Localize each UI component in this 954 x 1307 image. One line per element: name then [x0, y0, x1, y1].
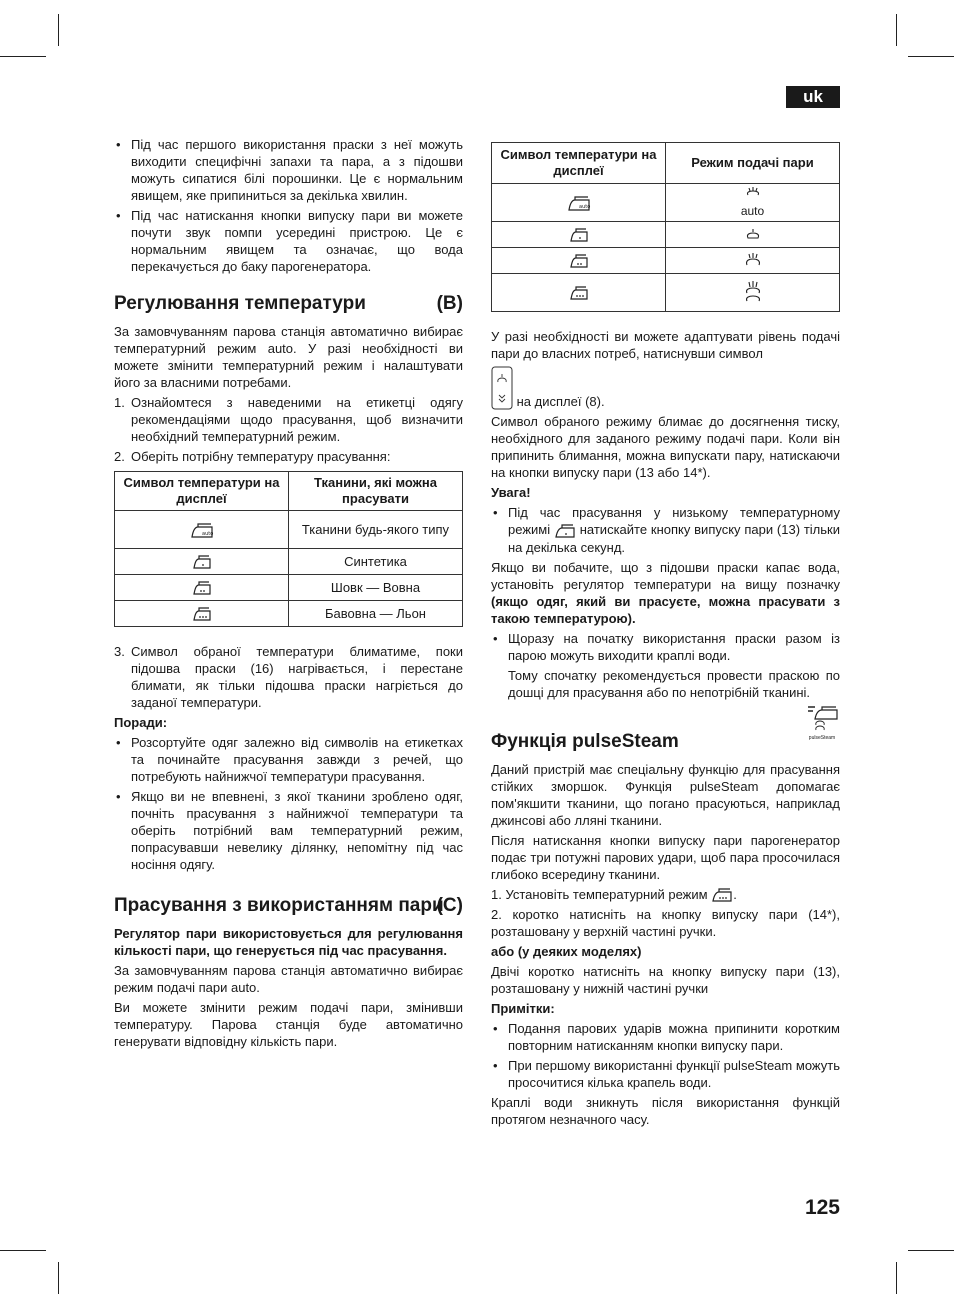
steam-medium-icon: [666, 248, 840, 274]
list-item: • Якщо ви не впевнені, з якої тканини зроблено одяг, почніть прасування з найнижчої температури та оберіть потрібний вам температурний режим, попрасувавши невелику ділянку, непомітну під час носіння одягу.: [114, 788, 463, 873]
iron-two-dot-icon: [115, 575, 289, 601]
crop-mark: [896, 1262, 897, 1294]
tips-label: Поради:: [114, 715, 168, 730]
list-item: • Щоразу на початку використання праски разом із парою можуть виходити краплі води.: [491, 630, 840, 664]
crop-mark: [0, 56, 46, 57]
iron-three-dot-icon: [115, 601, 289, 627]
iron-one-dot-icon: [492, 222, 666, 248]
paragraph: Тому спочатку рекомендується провести праскою по дошці для прасування або по непотрібній тканині.: [508, 667, 840, 700]
left-column: [114, 136, 463, 1053]
iron-auto-icon: [492, 184, 666, 222]
paragraph: Символ обраного режиму блимає до досягнення тиску, необхідного для заданого режиму подачі пари. Коли він припинить блимання, можна випускати пару, натискаючи на кнопки випуску пари (13 або 14*).: [491, 414, 840, 480]
list-item: • При першому використанні функції pulseSteam можуть просочитися кілька крапель води.: [491, 1057, 840, 1091]
warning-label: Увага!: [491, 485, 531, 500]
section-heading-steam: Прасування з використанням пари (C): [114, 895, 463, 916]
section-heading-pulsesteam: Функція pulseSteam pulseSteam: [491, 731, 840, 753]
table-cell: Синтетика: [289, 549, 463, 575]
auto-label: auto: [740, 203, 765, 218]
section-tag: (B): [436, 293, 463, 314]
iron-one-dot-icon: [554, 522, 576, 537]
crop-mark: [908, 56, 954, 57]
or-label: або (у деяких моделях): [491, 944, 642, 960]
pulsesteam-icon: pulseSteam: [804, 705, 840, 741]
steam-table: [491, 142, 840, 312]
step-item: 2. Оберіть потрібну температуру прасування:: [114, 449, 391, 464]
table-header: Тканини, які можна прасувати: [289, 472, 463, 511]
crop-mark: [0, 1250, 46, 1251]
table-cell: Шовк — Вовна: [289, 575, 463, 601]
iron-one-dot-icon: [115, 549, 289, 575]
table-header: Символ температури на дисплеї: [115, 472, 289, 511]
language-tag: uk: [786, 86, 840, 108]
section-heading-temperature: Регулювання температури (B): [114, 293, 463, 314]
paragraph: Двічі коротко натисніть на кнопку випуску пари (13), розташовану у нижній частині ручки: [491, 964, 840, 997]
temperature-table: [114, 471, 463, 627]
paragraph: За замовчуванням парова станція автоматично вибирає температурний режим auto. У разі необхідності ви можете змінити температурний режим і налаштувати його за власними потребами.: [114, 324, 463, 390]
table-cell: Бавовна — Льон: [289, 601, 463, 627]
list-item: • Розсортуйте одяг залежно від символів на етикетках та починайте прасування завжди з речей, що потребують найнижчої температури прасування.: [114, 734, 463, 785]
table-header: Режим подачі пари: [666, 143, 840, 184]
section-tag: (C): [436, 895, 463, 916]
crop-mark: [896, 14, 897, 46]
steam-high-icon: [666, 274, 840, 312]
svg-text:auto: auto: [201, 530, 213, 537]
paragraph: Регулятор пари використовується для регулювання кількості пари, що генерується під час прасування.: [114, 926, 463, 958]
paragraph: Ви можете змінити режим подачі пари, змінивши температуру. Парова станція буде автоматично генерувати відповідну кількість пари.: [114, 1000, 463, 1049]
paragraph: Якщо ви побачите, що з підошви праски капає вода, установіть регулятор температури на вищу позначку (якщо одяг, який ви прасуєте, можна прасувати з такою температурою).: [491, 559, 840, 626]
list-item: • Під час першого використання праски з неї можуть виходити специфічні запахи та пара, а з підошви можуть сипатися білі порошинки. Це є нормальним явищем, яке припиниться за декілька хвилин.: [114, 136, 463, 204]
iron-three-dot-icon: [711, 887, 733, 902]
list-item: • Під час прасування у низькому температурному режимі натискайте кнопку випуску пари (13) тільки на декілька секунд.: [491, 504, 840, 556]
right-column: [491, 142, 840, 1131]
page-number: 125: [804, 1196, 840, 1219]
steam-auto-icon: [666, 184, 840, 222]
steam-low-icon: [666, 222, 840, 248]
iron-two-dot-icon: [492, 248, 666, 274]
list-item: • Подання парових ударів можна припинити коротким повторним натисканням кнопки випуску пари.: [491, 1020, 840, 1054]
step-item: 3. Символ обраної температури блиматиме, поки підошва праски (16) нагрівається, і перестане блимати, як тільки підошва праски нагріється до заданої температури.: [114, 644, 463, 710]
iron-auto-icon: [115, 511, 289, 549]
paragraph: 2. коротко натисніть на кнопку випуску пари (14*), розташовану у верхній частині ручки.: [491, 907, 840, 940]
paragraph: Краплі води зникнуть після використання функцій протягом незначного часу.: [491, 1095, 840, 1128]
notes-label: Примітки:: [491, 1001, 555, 1017]
crop-mark: [908, 1250, 954, 1251]
crop-mark: [58, 14, 59, 46]
svg-text:auto: auto: [578, 203, 590, 210]
crop-mark: [58, 1262, 59, 1294]
table-cell: Тканини будь-якого типу: [289, 511, 463, 549]
paragraph: У разі необхідності ви можете адаптувати рівень подачі пари до власних потреб, натиснувши символ на дисплеї (8).: [491, 329, 840, 409]
steam-selector-icon: [491, 366, 513, 410]
paragraph: Даний пристрій має спеціальну функцію для прасування стійких зморшок. Функція pulseSteam допомагає пом'якшити тканини, що погано прасуються, наприклад джинсові або лляні тканини.: [491, 761, 840, 828]
paragraph: 1. Установіть температурний режим .: [491, 886, 737, 902]
table-header: Символ температури на дисплеї: [492, 143, 666, 184]
paragraph: За замовчуванням парова станція автоматично вибирає режим подачі пари auto.: [114, 963, 463, 995]
paragraph: Після натискання кнопки випуску пари парогенератор подає три потужні парових удари, щоб пара просочилася глибоко всередину тканини.: [491, 832, 840, 882]
list-item: • Під час натискання кнопки випуску пари ви можете почути звук помпи усередині пристрою. Це є нормальним явищем та означає, що вода перекачується до баку парогенератора.: [114, 207, 463, 275]
step-item: 1. Ознайомтеся з наведеними на етикетці одягу рекомендаціями щодо прасування, щоб визначити необхідний температурний режим.: [114, 395, 463, 444]
iron-three-dot-icon: [492, 274, 666, 312]
